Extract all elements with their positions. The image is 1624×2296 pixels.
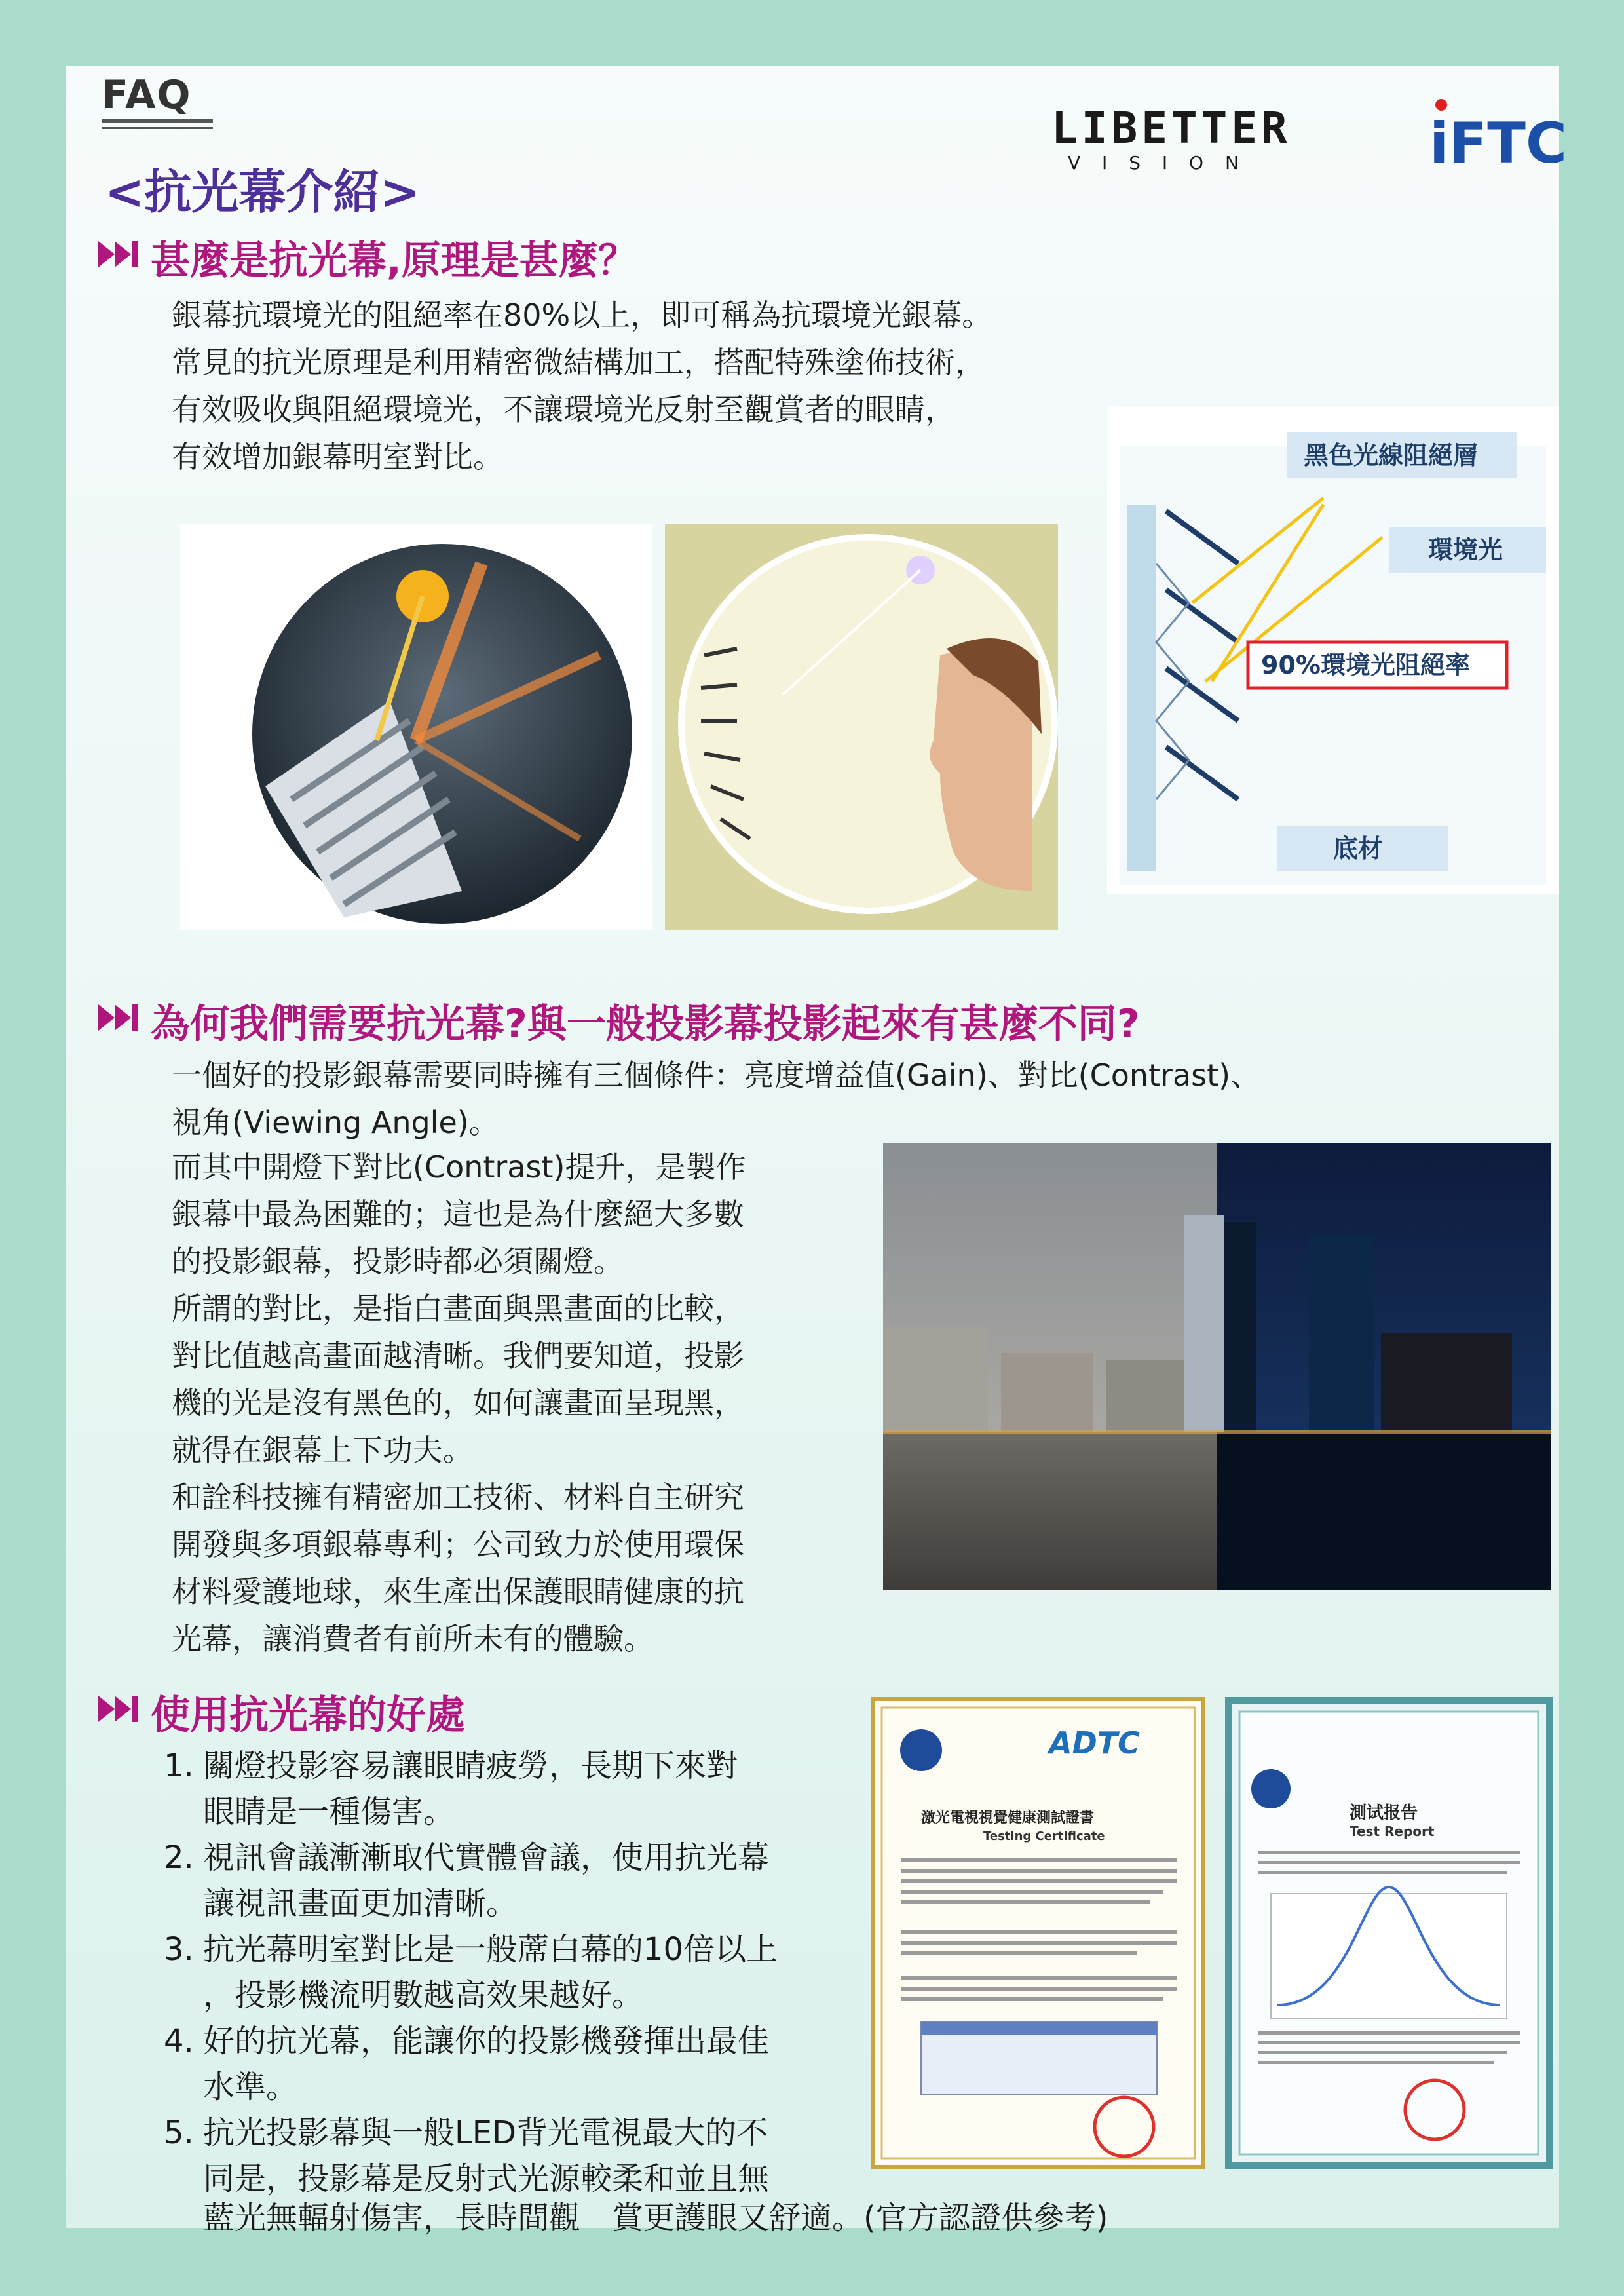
section2-intro — [172, 1052, 1482, 1146]
play-forward-icon — [98, 998, 144, 1044]
s2-line: 的投影銀幕，投影時都必須關燈。 — [172, 1244, 624, 1279]
screen-layer-diagram — [1107, 406, 1559, 894]
cert1-brand: ADTC — [1049, 1725, 1140, 1761]
cert2-title-en: Test Report — [1350, 1824, 1435, 1839]
benefits-last-line: 藍光無輻射傷害，長時間觀 賞更護眼又舒適。(官方認證供參考) — [203, 2200, 1108, 2236]
faq-underline-thin — [102, 127, 213, 129]
s2-line: 開發與多項銀幕專利；公司致力於使用環保 — [172, 1527, 744, 1562]
cert1-title-en: Testing Certificate — [983, 1829, 1105, 1843]
section1-heading-text: 甚麼是抗光幕,原理是甚麼？ — [151, 238, 637, 284]
logo-sub: V I S I O N — [1068, 152, 1247, 174]
faq-label: FAQ — [102, 72, 192, 118]
list-item-cont: 水準。 — [203, 2069, 298, 2105]
brand-logo — [1048, 98, 1568, 177]
section2-heading — [98, 993, 1140, 1049]
play-forward-icon — [98, 235, 144, 280]
s2-line: 機的光是沒有黑色的，如何讓畫面呈現黑， — [172, 1385, 744, 1421]
page-title: <抗光幕介紹> — [105, 164, 420, 220]
cert2-title-cn: 測试报告 — [1350, 1803, 1418, 1823]
microstructure-image — [180, 524, 652, 930]
section3-heading-text: 使用抗光幕的好處 — [151, 1693, 465, 1738]
logo-dot-icon — [1435, 99, 1447, 111]
list-item: 4. 好的抗光幕，能讓你的投影機發揮出最佳 — [164, 2023, 770, 2059]
cert1-seal-icon — [1095, 2097, 1154, 2156]
s2-line: 而其中開燈下對比(Contrast)提升，是製作 — [172, 1149, 746, 1185]
esi-logo-icon — [900, 1729, 942, 1771]
list-item-cont: ，投影機流明數越高效果越好。 — [203, 1977, 644, 2014]
list-item: 2. 視訊會議漸漸取代實體會議，使用抗光幕 — [164, 1839, 770, 1876]
logo-brand: iFTC — [1429, 111, 1568, 176]
s2-line: 光幕，讓消費者有前所未有的體驗。 — [172, 1621, 654, 1656]
s1-line: 有效吸收與阻絕環境光，不讓環境光反射至觀賞者的眼睛， — [172, 392, 955, 427]
logo-wordmark: LIBETTER — [1051, 103, 1291, 153]
play-forward-icon — [98, 1689, 144, 1735]
section2-heading-text: 為何我們需要抗光幕?與一般投影幕投影起來有甚麼不同? — [151, 1001, 1140, 1047]
list-item: 5. 抗光投影幕與一般LED背光電視最大的不 — [164, 2114, 768, 2151]
diagram-label-base: 底材 — [1333, 834, 1384, 863]
s2-intro-line: 視角(Viewing Angle)。 — [172, 1105, 499, 1140]
s1-line: 常見的抗光原理是利用精密微結構加工，搭配特殊塗佈技術， — [172, 345, 985, 380]
diagram-label-ambient: 環境光 — [1428, 535, 1503, 564]
list-item-cont: 讓視訊畫面更加清晰。 — [203, 1885, 518, 1922]
list-item: 1. 關燈投影容易讓眼睛疲勞，長期下來對 — [164, 1748, 738, 1784]
section2-body — [172, 1143, 859, 1662]
s1-line: 銀幕抗環境光的阻絕率在80%以上，即可稱為抗環境光銀幕。 — [172, 297, 992, 333]
list-item: 3. 抗光幕明室對比是一般蓆白幕的10倍以上 — [164, 1931, 778, 1968]
faq-underline — [102, 119, 213, 123]
cert1-title-cn: 激光電視視覺健康測試證書 — [921, 1810, 1095, 1826]
s2-line: 所謂的對比，是指白畫面與黑畫面的比較， — [172, 1291, 744, 1326]
section1-heading — [98, 229, 637, 286]
diagram-label-layer: 黑色光線阻絕層 — [1304, 441, 1479, 470]
section1-body — [172, 292, 1154, 480]
benefits-list — [164, 1743, 871, 2202]
section3-heading — [98, 1684, 465, 1740]
viewer-eye-image — [665, 524, 1058, 930]
certificate-test-report — [1225, 1697, 1553, 2169]
s2-line: 對比值越高畫面越清晰。我們要知道，投影 — [172, 1338, 744, 1373]
esi-logo-icon — [1251, 1769, 1291, 1808]
list-item-cont: 同是，投影幕是反射式光源較柔和並且無 — [203, 2160, 770, 2197]
diagram-label-rate: 90%環境光阻絕率 — [1261, 651, 1470, 679]
city-comparison-image — [883, 1143, 1551, 1590]
s2-line: 銀幕中最為困難的；這也是為什麼絕大多數 — [172, 1196, 744, 1232]
list-item-cont: 眼睛是一種傷害。 — [203, 1793, 455, 1830]
s2-line: 和詮科技擁有精密加工技術、材料自主研究 — [172, 1480, 744, 1515]
s2-line: 就得在銀幕上下功夫。 — [172, 1432, 473, 1468]
certificate-adtc — [871, 1697, 1205, 2169]
s2-intro-line: 一個好的投影銀幕需要同時擁有三個條件：亮度增益值(Gain)、對比(Contrast)、 — [172, 1058, 1261, 1093]
s1-line: 有效增加銀幕明室對比。 — [172, 439, 503, 474]
s2-line: 材料愛護地球，來生產出保護眼睛健康的抗 — [172, 1574, 744, 1609]
